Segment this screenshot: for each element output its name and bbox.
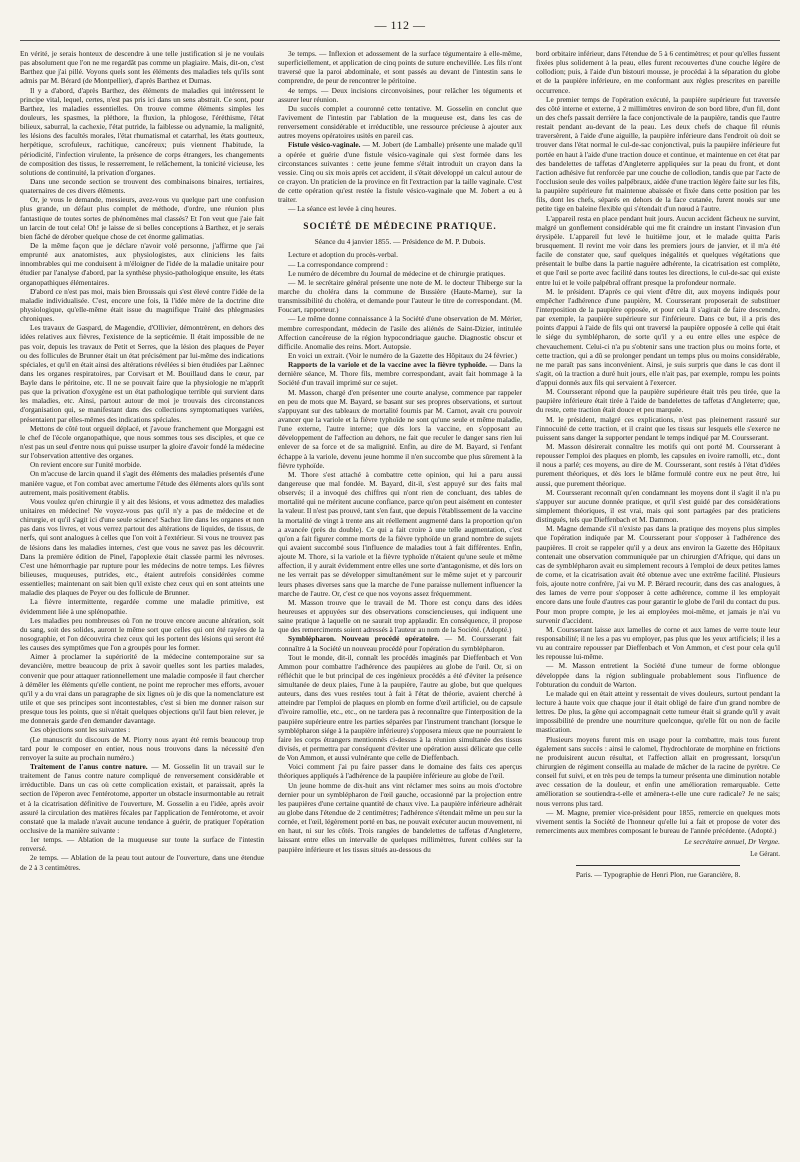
paragraph: Mettons de côté tout orgueil déplacé, et j'avoue franchement que Morgagni est le chef de l'école organopathique, que nous sommes tous ses disciples, et que ce n'est pas un seul d'entre nous qui puisse usurper la gloire d'avoir fondé la médecine sur l'observation attentive des organes. xyxy=(20,423,264,461)
paragraph: Aimer à proclamer la supériorité de la médecine contemporaine sur sa devancière, mettre beaucoup de prix à savoir quelles sont les parties malades, convenir que pour attaquer rationnellement une maladie composée il faut chercher à démêler les éléments qu'elle contient, ne point me reprocher mes efforts, avouer qu'il y a du vrai dans un paragraphe de six lignes où je dis que la nomenclature est utile et que ses principes sont incontestables, c'est si bien me donner raison sur presque tous les points, que si n'était quelques objections qu'il faut bien relever, je me donnerais garde d'en demander davantage. xyxy=(20,652,264,726)
paragraph: M. Coursserant reconnaît qu'en condamnant les moyens dont il s'agit il n'a pu s'appuyer sur aucune donnée pratique, et qu'il s'est guidé par des considérations simplement théoriques, il est vrai, mais qui sont partagées par des praticiens distingués, tels que Dieffenbach et M. Dammon. xyxy=(536,487,780,525)
variole-paragraph xyxy=(278,360,522,387)
paragraph: Il y a d'abord, d'après Barthez, des éléments de maladies qui intéressent le principe vital, lequel, certes, n'est pas pris ici dans un sens abstrait. Ce sont, pour Barthez, les maladies essentielles. On trouve comme éléments simples les douleurs, les spasmes, la pléthore, la fluxion, la phlogose, l'éréthisme, l'état bilieux, saburral, la cachexie, l'état putride, la faiblesse ou adynamie, la malignité, les lésions des facultés morales, l'état rhumatismal et catarrhal, les états goutteux, herpétique, scrofuleux, rachitique, cancéreux; puis viennent l'habitude, la périodicité, l'infection virulente, la présence de corps étrangers, les changements de composition des tissus, le resserrement, le relâchement, la tonicité vicieuse, les solutions de continuité, la privation d'organes. xyxy=(20,85,264,177)
paragraph: (Le manuscrit du discours de M. Piorry nous ayant été remis beaucoup trop tard pour le composer en entier, nous nous trouvons dans la nécessité d'en renvoyer la suite au prochain numéro.) xyxy=(20,734,264,762)
paragraph: Tout le monde, dit-il, connaît les procédés imaginés par Dieffenbach et Von Ammon pour combattre l'adhérence des paupières au globe de l'œil. Or, si on réfléchit que le but principal de ces ingénieux procédés a été d'éviter la présence simultanée de deux plaies, l'une à la paupière, l'autre au globe, but que quelques auteurs, dans des vues restées tout à fait à l'état de théorie, avaient cherché à atteindre par l'emploi de plaques en plomb en forme d'œil artificiel, ou de capsule d'ivoire ramollie, etc., etc., on ne tardera pas à reconnaître que l'interposition de la paupière supérieure entre les parties séparées par l'instrument tranchant (lorsque le symblépharon siége à la paupière inférieure) s'opposera mieux que ne pourraient le faire les corps étrangers mentionnés ci-dessus à la réunion simultanée des tissus divisés, et permettra par conséquent d'éviter une opération aussi délicate que celle de Von Ammon, et aussi vulnérante que celle de Dieffenbach. xyxy=(278,652,522,763)
paragraph: Le premier temps de l'opération exécuté, la paupière supérieure fut traversée des côté interne et externe, à 2 millimètres environ de son bord libre, d'un fil, dont un des chefs passait derrière la face conjonctivale de la paupière, tandis que l'autre restait pendant au-devant de la peau. Les deux chefs de chaque fil réunis traversèrent, à l'aide d'une aiguille, la paupière inférieure dans l'endroit où doit se trouver dans l'état normal le cul-de-sac conjonctival, puis la paupière inférieure fut portée en haut à l'aide d'une traction douce et continue, et maintenue en cet état par des bandelettes de taffetas d'Angleterre appliquées sur la peau du front, et dont l'action adhésive fut renforcée par une couche de collodion, tandis que par l'acte de l'occlusion seule des voiles palpébraux, aidée d'une traction légère faite sur les fils, la paupière supérieure fut maintenue abaissée et fixée dans cette position par les fils, dont les chefs, séparés en dehors de la face cutanée, furent noués sur une petite tige en baleine flexible qui s'étendait d'un nœud à l'autre. xyxy=(536,94,780,214)
paragraph: M. Thore s'est attaché à combattre cette opinion, qui lui a paru aussi dangereuse que mal fondée. M. Bayard, dit-il, s'est appuyé sur des faits mal observés; il a invoqué des chiffres qui n'ont rien de concluant, des tables de mortalité qui ne méritent aucune confiance, parce qu'on peut aisément en contester la valeur. Il n'est pas prouvé, tant s'en faut, que depuis l'établissement de la vaccine la mortalité de vingt à trente ans ait réellement augmenté dans la proportion qu'on a avancée (près du double). Ce qui a fait croire à une telle augmentation, c'est qu'on a fait figurer comme morts de la fièvre typhoïde un grand nombre de sujets qui avaient succombé sous l'influence de maladies tout à fait différentes. Enfin, ajoute M. Thore, si la variole et la fièvre typhoïde n'étaient qu'une seule et même affection, il y aurait évidemment entre elles une sorte d'antagonisme, et dès lors on ne les verrait pas se développer simultanément sur le même sujet et y parcourir leurs phases diverses sans que la marche de l'une paraisse nullement influencer la marche de l'autre. Or, c'est ce que nos voyons assez fréquemment. xyxy=(278,469,522,598)
paragraph: Lecture et adoption du procès-verbal. xyxy=(288,250,398,260)
operation-step: 2e temps. — Ablation de la peau tout autour de l'ouverture, dans une étendue de 2 à 3 centimètres. xyxy=(20,853,264,872)
paragraph: — Le même donne connaissance à la Société d'une observation de M. Mérier, membre correspondant, médecin de l'asile des aliénés de Saint-Dizier, intitulée Affection cancéreuse de la région hypocondriaque gauche. Diagnostic obscur et difficile. Anomalie des reins. Mort. Autopsie. xyxy=(278,314,522,351)
operation-step: 3e temps. — Inflexion et adossement de la surface tégumentaire à elle-même, superficiellement, et application de cinq points de suture enchevillée. Les fils n'ont traversé que la paroi abdominale, et sont passés au devant de l'intestin sans le comprendre, de peur de rencontrer le péritoine. xyxy=(278,49,522,86)
paragraph: Le malade qui en était atteint y ressentait de vives douleurs, surtout pendant la lecture à haute voix que chaque jour il était obligé de faire d'un grand nombre de lettres. De plus, la gêne qui accompagnait cette tumeur était si grande qu'il y avait impossibilité de prendre une nourriture quelconque, qu'elle fût ou non de facile mastication. xyxy=(536,688,780,735)
paragraph: Les maladies peu nombreuses où l'on ne trouve encore aucune altération, soit du sang, soit des solides, auront le même sort que celles qui ont été rayées de la nosographie, et l'on découvrira chez ceux qui les portent des lésions qui seront été les causes des symptômes que l'on a groupés pour les former. xyxy=(20,615,264,653)
paragraph: En vérité, je serais honteux de descendre à une telle justification si je ne voulais pas absolument que l'on ne me regardât pas comme un plagiaire. Mais, dit-on, c'est Barthez que j'ai pillé. Voyons quels sont les éléments des maladies tels qu'ils sont admis par M. Bérard (de Montpellier), d'après Barthez et Dumas. xyxy=(20,49,264,86)
columns xyxy=(20,49,780,1149)
paragraph-body: — M. Coursserant fait connaître à la Société un nouveau procédé pour l'opération du symblépharon. xyxy=(278,634,522,653)
paragraph-body: — Dans la dernière séance, M. Thore fils, membre correspondant, avait fait hommage à la Société d'un travail imprimé sur ce sujet. xyxy=(278,360,522,388)
paragraph: M. Coursserant répond que la paupière supérieure était très peu tirée, que la paupière inférieure était tirée à l'aide de bandelettes de taffetas d'Angleterre; que, du reste, cette traction était douce et peu marquée. xyxy=(536,387,780,415)
paragraph: — La séance est levée à cinq heures. xyxy=(288,204,397,214)
paragraph: M. Masson, chargé d'en présenter une courte analyse, commence par rappeler en peu de mots que M. Bayard, se basant sur ses propres observations, et surtout s'appuyant sur des tableaux de mortalité fournis par M. Carnot, avait cru pouvoir avancer que la variole et la fièvre typhoïde ne sont qu'une seule et même maladie, l'une externe, l'autre interne; que dès lors la vaccine, en s'opposant au développement de l'affection au dehors, ne fait que reculer le danger sans rien lui enlever de sa force et de sa malignité. Enfin, au dire de M. Bayard, si l'enfant échappe à la variole, devenu jeune homme il n'en succombe que plus sûrement à la fièvre typhoïde. xyxy=(278,387,522,470)
paragraph: M. le président, malgré ces explications, n'est pas pleinement rassuré sur l'innocuité de cette traction, et il craint que les tissus sur lesquels elle s'exerce ne puissent sans danger la supporter pendant le temps indiqué par M. Coursserant. xyxy=(536,414,780,442)
paragraph: D'abord ce n'est pas moi, mais bien Broussais qui s'est élevé contre l'idée de la maladie individualisée. C'est, encore une fois, là l'idée mère de la doctrine dite physiologique, qu'elle-même était issue du magnifique Traité des phlegmasies chroniques. xyxy=(20,286,264,324)
paragraph: Le numéro de décembre du Journal de médecine et de chirurgie pratiques. xyxy=(288,268,506,278)
paragraph: M. Magne demande s'il n'existe pas dans la pratique des moyens plus simples que l'opération indiquée par M. Coursserant pour s'opposer à l'adhérence des paupières. Il croit se rappeler qu'il y a deux ans environ la Gazette des Hôpitaux contenait une observation communiquée par un chirurgien d'Afrique, qui dans un cas de symblépharon avait eu simplement recours à l'emploi de deux petites lames de corne, et la cicatrisation avait été obtenue avec une extrême facilité. Plusieurs fois, ajoute notre confrère, j'ai vu M. P. Bérard recourir, dans des cas analogues, à des lames de verre pour s'opposer à cette adhérence, comme il les employait encore dans une foule d'autres cas pour garantir le globe de l'œil du contact du pus. Pour mon propre compte, je les ai employées moi-même, et jamais je n'ai vu survenir d'accident. xyxy=(536,524,780,625)
run-in-heading: Fistule vésico-vaginale. xyxy=(288,140,361,150)
paragraph: Voici comment j'ai pu faire passer dans le domaine des faits ces aperçus théoriques appliqués à l'adhérence de la paupière inférieure au globe de l'œil. xyxy=(278,762,522,781)
section-title: SOCIÉTÉ DE MÉDECINE PRATIQUE. xyxy=(303,221,497,232)
page-number: — 112 — xyxy=(374,18,426,32)
paragraph: Plusieurs moyens furent mis en usage pour la combattre, mais tous furent également sans succès : ainsi le calomel, l'hydrochlorate de morphine en frictions ne produisirent aucun résultat, et l'affection allait en progressant, lorsqu'un chirurgien de régiment conseilla au malade de mâcher de la racine de pyrètre. Ce conseil fut suivi, et en très peu de temps la tumeur présenta une diminution notable avec cessation de la douleur, et enfin une amélioration remarquable. Cette amélioration se soutiendra-t-elle et amènera-t-elle une cure radicale? Je ne sais; nous verrons plus tard. xyxy=(536,734,780,808)
divider xyxy=(576,865,740,866)
paragraph: De la même façon que je déclare n'avoir volé personne, j'affirme que j'ai emprunté aux anatomistes, aux physiologistes, aux cliniciens les faits innombrables qui me conduisent à m'éloigner de l'idée de la maladie unitaire pour étudier par l'analyse d'abord, par la synthèse physio-pathologique ensuite, les états organopathiques élémentaires. xyxy=(20,240,264,287)
paragraph: On m'accuse de larcin quand il s'agit des éléments des maladies présentés d'une manière vague, et l'on combat avec amertume l'étude des éléments alors qu'ils sont autrement, mais positivement établis. xyxy=(20,469,264,497)
paragraph: En voici un extrait. (Voir le numéro de la Gazette des Hôpitaux du 24 février.) xyxy=(288,351,518,360)
operation-step: 1er temps. — Ablation de la muqueuse sur toute la surface de l'intestin renversé. xyxy=(20,835,264,854)
printer-imprint: Paris. — Typographie de Henri Plon, rue Garancière, 8. xyxy=(575,869,741,879)
paragraph: Les travaux de Gaspard, de Magendie, d'Ollivier, démontrèrent, en dehors des idées relatives aux fièvres, l'existence de la septicémie. Il était impossible de ne pas voir, depuis les travaux de Petit et Serres, que la lésion des plaques de Peyer ou des follicules de Brunner était un état précisément par lui-même des indications spéciales, et qu'il en était ainsi des altérations révélées si bien étudiées par Laënnec dans les organes respiratoires, par Corvisart et M. Bouillaud dans le cœur, par Bayle dans le péritoine, etc. Il ne se pouvait faire que la physiologie ne m'apprît pas que la privation d'oxygène est un état pathologique terrible qui survient dans les maladies, etc. Ainsi, partout autour de moi je trouvais des circonstances d'organisation qui, se manifestant dans des collections symptomatiques variées, présentaient par elles-mêmes des indications spéciales. xyxy=(20,323,264,424)
paragraph: On revient encore sur l'unité morbide. xyxy=(30,460,142,470)
paragraph: M. le président. D'après ce qui vient d'être dit, aux moyens indiqués pour empêcher l'adhérence d'une paupière, M. Coursserant proposerait de substituer l'interposition de la paupière opposée, et pour cela il s'agirait de faire descendre, par exemple, la paupière supérieure sur l'inférieure. Dans ce but, il a pris des points d'appui à l'aide de fils qui ont traversé la paupière opposée à celle qui était le siége du symblépharon, de sorte qu'il y a eu entre elles une espèce de chevauchement. Celui-ci n'a pu s'obtenir sans une traction plus ou moins forte, et cette traction, qui a dû se prolonger pendant un temps plus ou moins considérable, ne me paraît pas sans inconvénient. Ainsi, je suis surpris que dans le cas dont il s'agit, où la traction a duré huit jours, elle n'ait pas, par exemple, rompu les points d'appui donnés aux fils qui servaient à l'exercer. xyxy=(536,286,780,388)
paragraph: L'appareil resta en place pendant huit jours. Aucun accident fâcheux ne survint, malgré un gonflement considérable qui me fit craindre un instant l'invasion d'un érysipèle. L'appareil fut levé le huitième jour, et le malade quitta Paris brusquement. Il revint me voir dans les premiers jours de janvier, et il m'a été facile de constater que, sauf quelques inégalités et quelques végétations que présentait le bulbe dans la partie naguère adhérente, la cicatrisation est complète, et que l'œil se porte avec facilité dans toutes les directions, le cul-de-sac qui existe entre lui et le voile palpébral offrant presque la profondeur normale. xyxy=(536,213,780,287)
paragraph: — La correspondance comprend : xyxy=(288,259,388,269)
paragraph: M. Masson trouve que le travail de M. Thore est conçu dans des idées heureuses et appuyées sur des observations consciencieuses, qui indiquent une saine pratique à laquelle on ne saurait trop applaudir. En conséquence, il propose que des remerciments soient adressés à l'auteur au nom de la Société. (Adopté.) xyxy=(278,597,522,635)
paragraph: M. Coursserant laisse aux lamelles de corne et aux lames de verre toute leur responsabilité; il ne les a pas vu employer, pas plus que les yeux artificiels; il les a vu au contraire repousser par Dieffenbach et Von Ammon, et c'est pour cela qu'il les repousse lui-même. xyxy=(536,624,780,662)
paragraph: Ces objections sont les suivantes : xyxy=(30,725,131,735)
secretary-signature: Le secrétaire annuel, Dr Vergne. xyxy=(684,837,780,847)
paragraph: Du succès complet a couronné cette tentative. M. Gosselin en conclut que l'avivement de l'intestin par l'ablation de la muqueuse est, dans les cas de renversement considérable et irréductible, une ressource précieuse à ajouter aux autres moyens opératoires usités en pareil cas. xyxy=(278,103,522,141)
column-1 xyxy=(20,49,264,1149)
treatment-paragraph xyxy=(20,762,264,835)
column-3 xyxy=(536,49,780,1149)
section-subtitle: Séance du 4 janvier 1855. — Présidence de M. P. Dubois. xyxy=(314,237,486,247)
paragraph: Or, je vous le demande, messieurs, avez-vous vu quelque part une confusion plus grande, un défaut plus complet de méthode, d'ordre, une réunion plus fantastique de toutes sortes de phénomènes mal classés? Et l'on veut que j'aie fait un larcin de tout cela! Oh! je laisse de si belles conceptions à Barthez, et je serais bien fâché de dérober quelque chose de cet énorme galimatias. xyxy=(20,195,264,241)
paragraph: — M. Masson entretient la Société d'une tumeur de forme oblongue développée dans la région sublinguale probablement sous l'influence de l'obturation du conduit de Warton. xyxy=(536,661,780,689)
paragraph-body: — M. Jobert (de Lamballe) présente une malade qu'il a opérée et guérie d'une fistule vésico-vaginale qui s'est formée dans les circonstances suivantes : cette jeune femme s'était introduit un crayon dans la vessie. Cinq ou six mois après cet accident, il s'était développé un calcul autour de ce crayon. Un praticien de la province en fit l'extraction par la taille vaginale. C'est de cette opération qu'est restée la fistule vésico-vaginale que M. Jobert a eu à traiter. xyxy=(278,140,522,205)
paragraph: bord orbitaire inférieur, dans l'étendue de 5 à 6 centimètres; et pour qu'elles fussent fixées plus solidement à la peau, elles furent recouvertes d'une couche légère de collodion; puis, à l'aide d'un bistouri mousse, je procédai à la séparation du globe et de la paupière inférieure, en me conformant aux règles prescrites en pareille occurrence. xyxy=(536,49,780,95)
paragraph-body: — M. Gosselin lit un travail sur le traitement de l'anus contre nature compliqué de renversement considérable et irréductible. Dans un cas où cette complication existait, et paraissait, après la section de l'éperon avec l'entérotome, apporter un obstacle insurmontable au retrait et à la cicatrisation définitive de l'ouverture, M. Gosselin a eu l'idée, après avoir assuré la circulation des matières fécales par l'application de l'entérotome, et avoir constaté que la malade n'avait aucune tendance à guérir, de pratiquer l'opération occlusive de la manière suivante : xyxy=(20,761,264,835)
run-in-heading: Traitement de l'anus contre nature. xyxy=(30,761,148,771)
paragraph: M. Masson désirerait connaître les motifs qui ont porté M. Coursserant à repousser l'emploi des plaques en plomb, les capsules en ivoire ramolli, etc., dont il nous a parlé; ces moyens, au dire de M. Coursserant, sont restés à l'état d'idées purement théoriques, et dès lors le blâme formulé contre eux ne peut être, lui aussi, que purement théorique. xyxy=(536,442,780,488)
paragraph: Dans une seconde section se trouvent des combinaisons binaires, tertiaires, quaternaires de ces divers éléments. xyxy=(20,176,264,196)
page-header xyxy=(20,14,780,41)
column-2 xyxy=(278,49,522,1149)
paragraph: Un jeune homme de dix-huit ans vint réclamer mes soins au mois d'octobre dernier pour un symblépharon de l'œil gauche, occasionné par la projection entre les paupières d'une certaine quantité de chaux vive. La paupière inférieure adhérait au globe dans l'étendue de 2 centimètres; l'adhérence s'étendait même un peu sur la cornée, et l'œil, légèrement porté en bas, ne pouvait exécuter aucun mouvement, ni en haut, ni sur les côtés. Trois rangées de bandelettes de taffetas d'Angleterre, laissant entre elles un intervalle de quelques millimètres, furent collées sur la paupière inférieure et les tissus situés au-dessous du xyxy=(278,780,522,854)
paragraph: — M. le secrétaire général présente une note de M. le docteur Thiberge sur la marche du choléra dans la commune de Bussière (Haute-Marne), sur la transmissibilité du choléra, et demande pour l'auteur le titre de correspondant. (M. Foucart, rapporteur.) xyxy=(278,277,522,315)
run-in-heading: Rapports de la variole et de la vaccine avec la fièvre typhoïde. xyxy=(288,360,488,370)
fistula-paragraph xyxy=(278,140,522,204)
paragraph: — M. Magne, premier vice-président pour 1855, remercie en quelques mots vivement sentis la Société de l'honneur qu'elle lui a fait et propose de voter des remerciments aux membres composant le bureau de l'année précédente. (Adopté.) xyxy=(536,807,780,835)
operation-step: 4e temps. — Deux incisions circonvoisines, pour relâcher les téguments et assurer leur réunion. xyxy=(278,85,522,104)
paragraph: Vous voulez qu'en chirurgie il y ait des lésions, et vous admettez des maladies unitaires en médecine! Ne voyez-vous pas qu'il n'y a pas de médecine et de chirurgie, et qu'il s'agit ici d'une seule science! Sachez lire dans les organes et non pas dans vos livres, et vous verrez partout des altérations de liquides, de tissus, de nerfs, qui sont analogues à celles que l'on voit à l'extérieur. Si vous ne trouvez pas de lésions dans les maladies internes, c'est que vous ne savez pas les découvrir. Dans la première édition de Pinel, l'apoplexie était classée parmi les névroses. C'est une hémorrhagie par rupture pour les médecins de notre temps. Les fièvres bilieuses, muqueuses, putrides, etc., étaient autrefois considérées comme essentielles; maintenant on sait bien qu'il existe chez ceux qui en sont atteints une maladie des plaques de Peyer ou des follicule de Brunner. xyxy=(20,496,264,598)
run-in-heading: Symblépharon. Nouveau procédé opératoire. xyxy=(288,634,440,644)
symblepharon-paragraph xyxy=(278,634,522,652)
paragraph: La fièvre intermittente, regardée comme une maladie primitive, est évidemment liée à une splénopathie. xyxy=(20,597,264,616)
gerant-label: Le Gérant. xyxy=(750,850,780,859)
